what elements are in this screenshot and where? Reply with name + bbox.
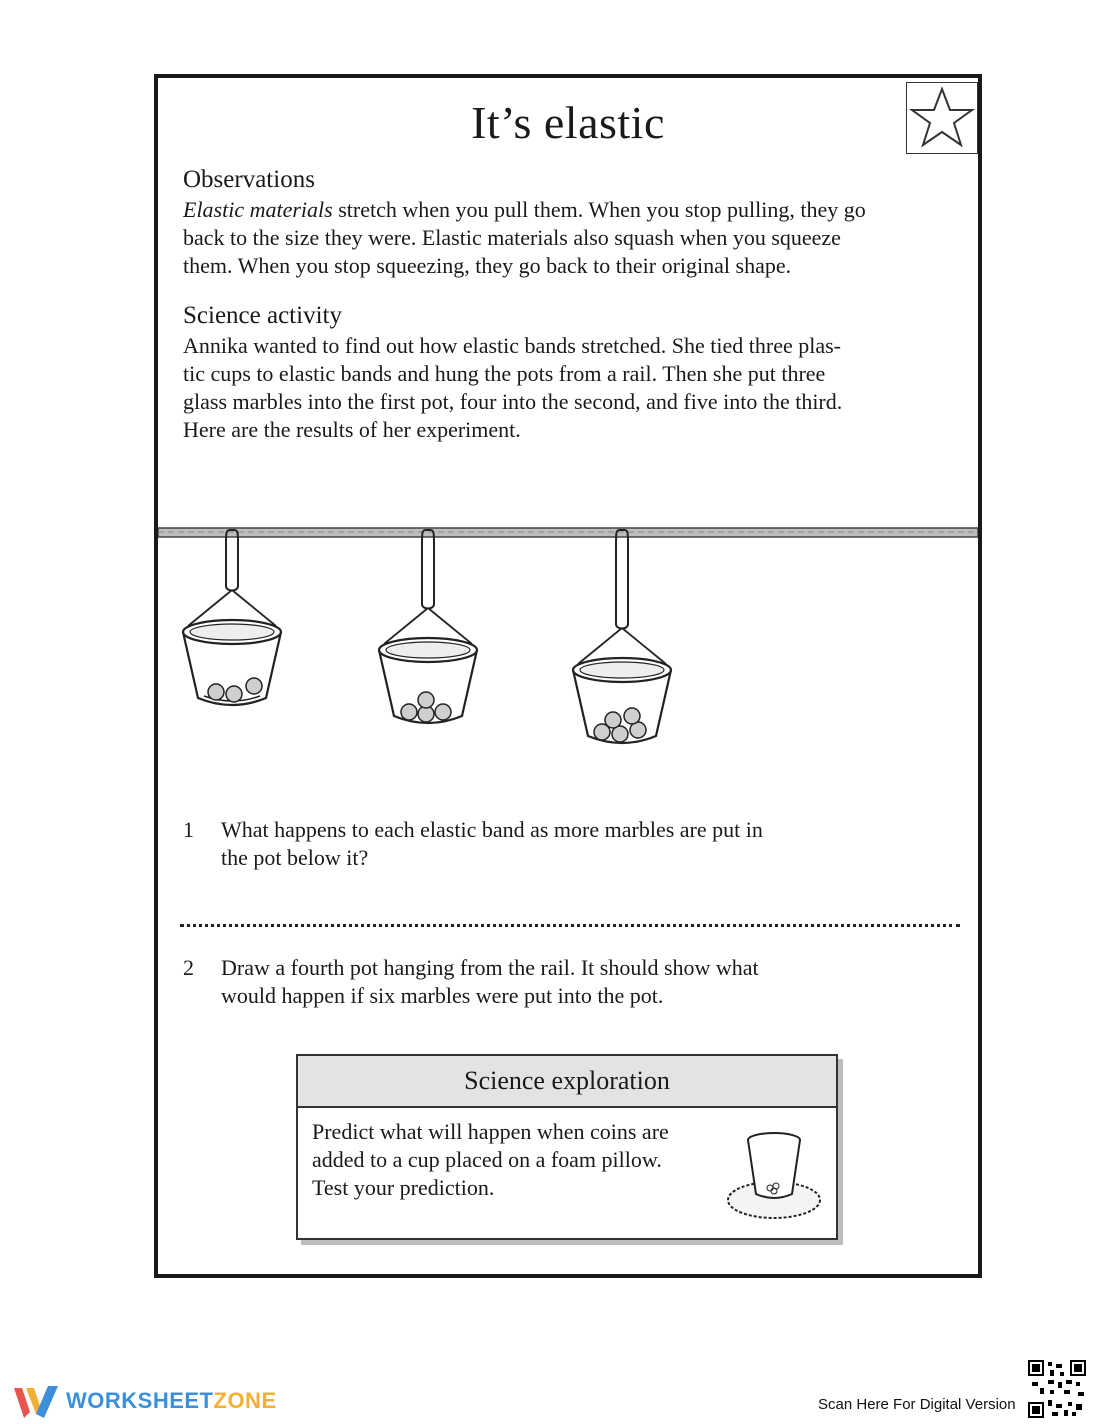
question-2-line-2: would happen if six marbles were put into the pot.	[221, 983, 664, 1008]
activity-line-4: Here are the results of her experiment.	[183, 417, 521, 442]
exploration-line-2: added to a cup placed on a foam pillow.	[312, 1147, 662, 1172]
worksheet-frame	[154, 74, 982, 1278]
science-exploration-box	[296, 1054, 838, 1240]
elastic-term: Elastic materials	[183, 197, 333, 222]
exploration-line-1: Predict what will happen when coins are	[312, 1119, 669, 1144]
brand-part-1: WORKSHEET	[66, 1388, 214, 1413]
observations-text	[183, 196, 963, 280]
question-2-line-1: Draw a fourth pot hanging from the rail. It should show what	[221, 955, 759, 980]
activity-line-2: tic cups to elastic bands and hung the pots from a rail. Then she put three	[183, 361, 826, 386]
hanging-pots-illustration	[158, 518, 978, 798]
worksheetzone-logo-icon	[14, 1384, 60, 1418]
question-1-line-1: What happens to each elastic band as more marbles are put in	[221, 817, 763, 842]
question-2-number: 2	[183, 955, 194, 980]
pot-1	[183, 530, 281, 705]
observations-line-3: them. When you stop squeezing, they go back to their original shape.	[183, 253, 792, 278]
brand-part-2: ZONE	[213, 1388, 277, 1413]
activity-line-3: glass marbles into the first pot, four into the second, and five into the third.	[183, 389, 843, 414]
observations-heading: Observations	[183, 166, 315, 193]
page-title: It’s elastic	[471, 97, 665, 148]
worksheetzone-logo[interactable]	[14, 1384, 277, 1418]
question-1-line-2: the pot below it?	[221, 845, 369, 870]
exploration-text	[312, 1118, 722, 1202]
qr-code-icon[interactable]	[1028, 1360, 1086, 1418]
exploration-heading: Science exploration	[298, 1056, 836, 1108]
pot-2	[379, 530, 477, 723]
cup-on-pillow-icon	[724, 1128, 824, 1228]
star-box	[906, 82, 978, 154]
brand-name	[66, 1388, 277, 1414]
observations-line-2: back to the size they were. Elastic materials also squash when you squeeze	[183, 225, 841, 250]
scan-text: Scan Here For Digital Version	[818, 1396, 1016, 1413]
activity-line-1: Annika wanted to find out how elastic bands stretched. She tied three plas-	[183, 333, 841, 358]
activity-text	[183, 332, 963, 444]
exploration-line-3: Test your prediction.	[312, 1175, 495, 1200]
question-1-number: 1	[183, 817, 194, 842]
star-icon	[907, 83, 977, 153]
pot-3	[573, 530, 671, 743]
activity-heading: Science activity	[183, 302, 342, 329]
answer-line[interactable]	[180, 924, 960, 927]
observations-line-1: stretch when you pull them. When you stop pulling, they go	[332, 197, 866, 222]
